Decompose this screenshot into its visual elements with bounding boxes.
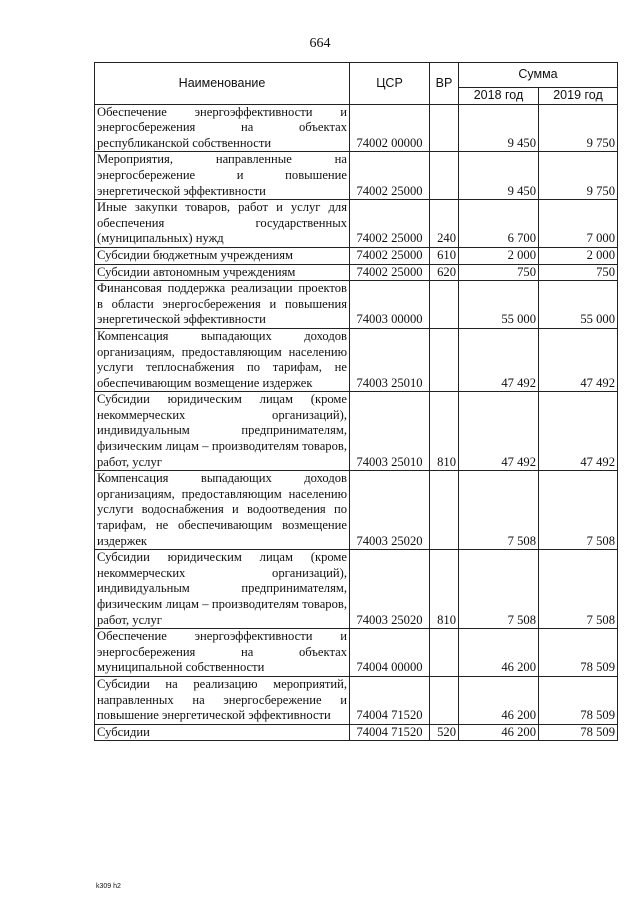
row-name: Иные закупки товаров, работ и услуг для обеспечения государственных (муниципальных) нужд — [95, 200, 350, 248]
row-name: Обеспечение энергоэффективности и энергосбережения на объектах республиканской собственности — [95, 104, 350, 152]
row-name: Компенсация выпадающих доходов организациям, предоставляющим населению услуги теплоснабжения по тарифам, не обеспечивающим возмещение издержек — [95, 328, 350, 391]
row-csr: 74003 25020 — [350, 471, 430, 550]
row-csr: 74004 71520 — [350, 676, 430, 724]
row-name: Мероприятия, направленные на энергосбережение и повышение энергетической эффективности — [95, 152, 350, 200]
page-number: 664 — [309, 36, 331, 51]
header-vr: ВР — [430, 63, 459, 105]
header-year-2019: 2019 год — [539, 88, 618, 105]
row-vr — [430, 471, 459, 550]
table-row — [95, 471, 618, 550]
row-sum-2019: 7 000 — [539, 200, 618, 248]
table-row — [95, 328, 618, 391]
table-row — [95, 247, 618, 264]
row-sum-2018: 7 508 — [459, 550, 539, 629]
row-vr: 810 — [430, 550, 459, 629]
table-row — [95, 550, 618, 629]
row-name: Субсидии бюджетным учреждениям — [95, 247, 350, 264]
row-csr: 74002 00000 — [350, 104, 430, 152]
row-sum-2018: 2 000 — [459, 247, 539, 264]
row-csr: 74002 25000 — [350, 264, 430, 281]
row-sum-2018: 46 200 — [459, 676, 539, 724]
row-sum-2018: 47 492 — [459, 392, 539, 471]
row-sum-2018: 7 508 — [459, 471, 539, 550]
row-sum-2018: 47 492 — [459, 328, 539, 391]
row-sum-2019: 750 — [539, 264, 618, 281]
row-vr: 810 — [430, 392, 459, 471]
row-sum-2019: 78 509 — [539, 629, 618, 677]
row-sum-2019: 47 492 — [539, 328, 618, 391]
row-sum-2018: 9 450 — [459, 152, 539, 200]
row-csr: 74003 00000 — [350, 281, 430, 329]
row-sum-2019: 9 750 — [539, 104, 618, 152]
row-vr — [430, 281, 459, 329]
row-sum-2018: 55 000 — [459, 281, 539, 329]
header-name: Наименование — [95, 63, 350, 105]
row-vr — [430, 676, 459, 724]
row-vr: 610 — [430, 247, 459, 264]
row-name: Субсидии автономным учреждениям — [95, 264, 350, 281]
row-vr — [430, 104, 459, 152]
row-vr: 520 — [430, 724, 459, 741]
row-sum-2019: 78 509 — [539, 724, 618, 741]
table-row — [95, 724, 618, 741]
header-csr: ЦСР — [350, 63, 430, 105]
row-name: Субсидии юридическим лицам (кроме некоммерческих организаций), индивидуальным предпринимателям, физическим лицам – производителям товаров, работ, услуг — [95, 550, 350, 629]
row-name: Субсидии — [95, 724, 350, 741]
row-vr: 620 — [430, 264, 459, 281]
row-csr: 74003 25020 — [350, 550, 430, 629]
row-vr — [430, 328, 459, 391]
header-year-2018: 2018 год — [459, 88, 539, 105]
row-name: Компенсация выпадающих доходов организациям, предоставляющим населению услуги водоснабжения и водоотведения по тарифам, не обеспечивающим возмещение издержек — [95, 471, 350, 550]
row-sum-2018: 9 450 — [459, 104, 539, 152]
header-sum: Сумма — [459, 63, 618, 88]
table-body — [95, 104, 618, 741]
row-csr: 74003 25010 — [350, 392, 430, 471]
row-csr: 74002 25000 — [350, 152, 430, 200]
table-row — [95, 104, 618, 152]
row-csr: 74003 25010 — [350, 328, 430, 391]
row-sum-2018: 750 — [459, 264, 539, 281]
row-vr: 240 — [430, 200, 459, 248]
row-sum-2019: 2 000 — [539, 247, 618, 264]
row-sum-2019: 78 509 — [539, 676, 618, 724]
row-name: Субсидии юридическим лицам (кроме некоммерческих организаций), индивидуальным предпринимателям, физическим лицам – производителям товаров, работ, услуг — [95, 392, 350, 471]
row-vr — [430, 629, 459, 677]
table-row — [95, 676, 618, 724]
row-name: Субсидии на реализацию мероприятий, направленных на энергосбережение и повышение энергетической эффективности — [95, 676, 350, 724]
row-sum-2019: 7 508 — [539, 471, 618, 550]
row-sum-2018: 46 200 — [459, 629, 539, 677]
table-row — [95, 629, 618, 677]
table-row — [95, 392, 618, 471]
row-sum-2019: 55 000 — [539, 281, 618, 329]
table-row — [95, 152, 618, 200]
row-sum-2019: 7 508 — [539, 550, 618, 629]
row-sum-2018: 46 200 — [459, 724, 539, 741]
budget-table — [94, 62, 618, 741]
row-sum-2018: 6 700 — [459, 200, 539, 248]
row-csr: 74002 25000 — [350, 200, 430, 248]
row-name: Финансовая поддержка реализации проектов в области энергосбережения и повышения энергетической эффективности — [95, 281, 350, 329]
table-row — [95, 264, 618, 281]
row-csr: 74002 25000 — [350, 247, 430, 264]
row-vr — [430, 152, 459, 200]
table-row — [95, 281, 618, 329]
row-sum-2019: 47 492 — [539, 392, 618, 471]
row-csr: 74004 00000 — [350, 629, 430, 677]
footer-code: k309 h2 — [96, 883, 121, 890]
row-sum-2019: 9 750 — [539, 152, 618, 200]
table-row — [95, 200, 618, 248]
row-csr: 74004 71520 — [350, 724, 430, 741]
row-name: Обеспечение энергоэффективности и энергосбережения на объектах муниципальной собственности — [95, 629, 350, 677]
